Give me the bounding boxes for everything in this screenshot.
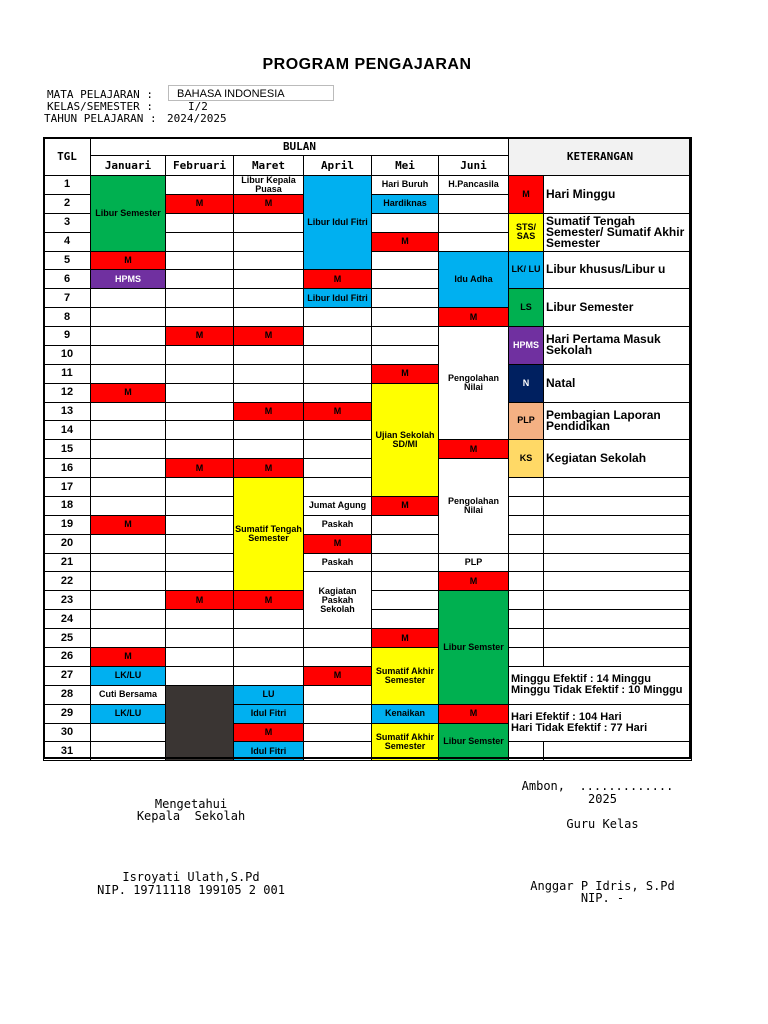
left-signature-name: Isroyati Ulath,S.Pd	[122, 870, 260, 884]
day-number: 20	[43, 534, 91, 554]
empty-cell	[508, 553, 544, 573]
empty-cell	[165, 345, 234, 365]
sunday-marker: M	[233, 402, 304, 422]
day-number: 13	[43, 402, 91, 422]
empty-cell	[233, 307, 304, 327]
empty-cell	[508, 571, 544, 591]
empty-cell	[165, 496, 234, 516]
month-header-februari: Februari	[165, 155, 234, 176]
empty-cell	[233, 666, 304, 686]
empty-cell	[165, 666, 234, 686]
empty-cell	[165, 477, 234, 497]
sunday-marker: M	[371, 628, 439, 648]
empty-cell	[165, 628, 234, 648]
legend-desc: Hari Pertama Masuk Sekolah	[543, 326, 692, 365]
day-number: 7	[43, 288, 91, 308]
empty-cell	[165, 420, 234, 440]
sunday-marker: M	[303, 666, 372, 686]
empty-cell	[371, 345, 439, 365]
empty-cell	[303, 345, 372, 365]
empty-cell	[165, 609, 234, 629]
event-cell: Libur Semster	[438, 590, 509, 704]
empty-cell	[438, 213, 509, 233]
empty-cell	[303, 439, 372, 459]
empty-cell	[543, 515, 692, 535]
empty-cell	[165, 439, 234, 459]
event-cell: Libur Semster	[438, 723, 509, 762]
legend-desc: Sumatif Tengah Semester/ Sumatif Akhir Semester	[543, 213, 692, 252]
day-number: 22	[43, 571, 91, 591]
empty-cell	[303, 685, 372, 705]
event-cell: HPMS	[90, 269, 166, 289]
month-header-maret: Maret	[233, 155, 304, 176]
sunday-marker: M	[371, 232, 439, 252]
empty-cell	[233, 647, 304, 667]
empty-cell	[438, 194, 509, 214]
empty-cell	[165, 251, 234, 271]
year-label: TAHUN PELAJARAN :	[44, 112, 157, 125]
note-hari-tidak-efektif: Hari Tidak Efektif : 77 Hari	[511, 722, 648, 734]
empty-cell	[90, 477, 166, 497]
event-cell: LK/LU	[90, 704, 166, 724]
empty-cell	[90, 553, 166, 573]
empty-cell	[165, 534, 234, 554]
empty-cell	[508, 534, 544, 554]
empty-cell	[233, 609, 304, 629]
note-minggu-efektif: Minggu Efektif : 14 Minggu	[511, 673, 651, 686]
empty-cell	[371, 288, 439, 308]
empty-cell	[90, 326, 166, 346]
empty-cell	[90, 628, 166, 648]
event-cell: Paskah	[303, 515, 372, 535]
legend-code: KS	[508, 439, 544, 478]
empty-cell	[90, 496, 166, 516]
empty-cell	[165, 288, 234, 308]
sunday-marker: M	[371, 496, 439, 516]
empty-cell	[165, 232, 234, 252]
empty-cell	[303, 628, 372, 648]
note-minggu-tidak-efektif: Minggu Tidak Efektif : 10 Minggu	[511, 684, 683, 697]
empty-cell	[90, 402, 166, 422]
event-cell: Libur Idul Fitri	[303, 175, 372, 270]
day-number: 3	[43, 213, 91, 233]
subject-label: MATA PELAJARAN :	[47, 88, 153, 101]
empty-cell	[543, 534, 692, 554]
empty-cell	[508, 628, 544, 648]
empty-cell	[233, 628, 304, 648]
empty-cell	[371, 590, 439, 610]
empty-cell	[371, 307, 439, 327]
empty-cell	[165, 269, 234, 289]
day-number: 1	[43, 175, 91, 195]
empty-cell	[303, 477, 372, 497]
empty-cell	[303, 307, 372, 327]
legend-desc: Pembagian Laporan Pendidikan	[543, 402, 692, 441]
empty-cell	[90, 307, 166, 327]
sunday-marker: M	[438, 439, 509, 459]
legend-desc: Hari Minggu	[543, 175, 692, 214]
empty-cell	[303, 383, 372, 403]
empty-cell	[233, 383, 304, 403]
day-number: 29	[43, 704, 91, 724]
event-cell: Pengolahan Nilai	[438, 326, 509, 440]
day-number: 8	[43, 307, 91, 327]
day-number: 30	[43, 723, 91, 743]
event-cell: PLP	[438, 553, 509, 573]
year-value: 2024/2025	[167, 112, 227, 125]
empty-cell	[303, 704, 372, 724]
empty-cell	[543, 628, 692, 648]
sunday-marker: M	[233, 326, 304, 346]
day-number: 28	[43, 685, 91, 705]
right-signature-nip: NIP. -	[580, 891, 625, 905]
subject-value: BAHASA INDONESIA	[168, 85, 334, 101]
empty-cell	[303, 326, 372, 346]
empty-cell	[165, 402, 234, 422]
day-number: 19	[43, 515, 91, 535]
legend-desc: Libur khusus/Libur u	[543, 251, 692, 290]
event-cell: Hari Buruh	[371, 175, 439, 195]
day-number: 2	[43, 194, 91, 214]
empty-cell	[233, 439, 304, 459]
empty-cell	[165, 647, 234, 667]
empty-cell	[90, 288, 166, 308]
sunday-marker: M	[303, 534, 372, 554]
effective-days-note	[508, 704, 692, 743]
event-cell: Kenaikan	[371, 704, 439, 724]
empty-cell	[303, 741, 372, 761]
day-number: 10	[43, 345, 91, 365]
class-label: KELAS/SEMESTER :	[47, 100, 153, 113]
left-signature-line2: Kepala Sekolah	[136, 809, 246, 823]
empty-cell	[233, 251, 304, 271]
empty-cell	[233, 345, 304, 365]
month-header-januari: Januari	[90, 155, 166, 176]
day-number: 24	[43, 609, 91, 629]
day-number: 11	[43, 364, 91, 384]
sunday-marker: M	[165, 194, 234, 214]
empty-cell	[233, 420, 304, 440]
sunday-marker: M	[233, 723, 304, 743]
event-cell: H.Pancasila	[438, 175, 509, 195]
empty-cell	[371, 553, 439, 573]
day-number: 4	[43, 232, 91, 252]
empty-cell	[543, 477, 692, 497]
sunday-marker: M	[233, 590, 304, 610]
empty-cell	[90, 439, 166, 459]
tgl-header: TGL	[43, 137, 91, 176]
empty-cell	[543, 553, 692, 573]
empty-cell	[543, 590, 692, 610]
day-number: 26	[43, 647, 91, 667]
empty-cell	[90, 364, 166, 384]
sunday-marker: M	[165, 458, 234, 478]
empty-cell	[165, 383, 234, 403]
day-number: 16	[43, 458, 91, 478]
event-cell: Kagiatan Paskah Sekolah	[303, 571, 372, 629]
event-cell: Sumatif Akhir Semester	[371, 647, 439, 705]
sunday-marker: M	[371, 364, 439, 384]
legend-code: N	[508, 364, 544, 403]
empty-cell	[90, 741, 166, 761]
day-number: 25	[43, 628, 91, 648]
empty-cell	[90, 590, 166, 610]
empty-cell	[165, 553, 234, 573]
empty-cell	[303, 364, 372, 384]
empty-cell	[303, 647, 372, 667]
right-signature-year: 2025	[588, 792, 617, 806]
legend-code: LS	[508, 288, 544, 327]
sunday-marker: M	[90, 383, 166, 403]
empty-cell	[543, 571, 692, 591]
class-value: I/2	[188, 100, 208, 113]
empty-cell	[165, 213, 234, 233]
event-cell: Idul Fitri	[233, 741, 304, 761]
empty-cell	[371, 213, 439, 233]
empty-cell	[165, 364, 234, 384]
right-signature-role: Guru Kelas	[566, 817, 639, 831]
empty-cell	[371, 251, 439, 271]
legend-code: HPMS	[508, 326, 544, 365]
empty-cell	[303, 420, 372, 440]
event-cell: LU	[233, 685, 304, 705]
empty-cell	[233, 269, 304, 289]
note-hari-efektif: Hari Efektif : 104 Hari	[511, 711, 622, 723]
empty-cell	[508, 496, 544, 516]
legend-desc: Libur Semester	[543, 288, 692, 327]
empty-cell	[371, 269, 439, 289]
sunday-marker: M	[233, 194, 304, 214]
sunday-marker: M	[303, 269, 372, 289]
event-cell: Sumatif Tengah Semester	[233, 477, 304, 591]
left-signature-nip: NIP. 19711118 199105 2 001	[97, 883, 285, 897]
legend-code: LK/ LU	[508, 251, 544, 290]
empty-cell	[371, 515, 439, 535]
day-number: 9	[43, 326, 91, 346]
day-number: 18	[43, 496, 91, 516]
event-cell: Ujian Sekolah SD/MI	[371, 383, 439, 497]
sunday-marker: M	[90, 515, 166, 535]
event-cell: Idul Fitri	[233, 704, 304, 724]
day-number: 12	[43, 383, 91, 403]
event-cell: Paskah	[303, 553, 372, 573]
day-number: 6	[43, 269, 91, 289]
day-number: 21	[43, 553, 91, 573]
empty-cell	[90, 420, 166, 440]
sunday-marker: M	[90, 251, 166, 271]
event-cell: Jumat Agung	[303, 496, 372, 516]
month-header-april: April	[303, 155, 372, 176]
empty-cell	[543, 609, 692, 629]
event-cell: LK/LU	[90, 666, 166, 686]
empty-cell	[371, 534, 439, 554]
month-header-mei: Mei	[371, 155, 439, 176]
day-number: 27	[43, 666, 91, 686]
empty-cell	[165, 175, 234, 195]
empty-cell	[543, 647, 692, 667]
sunday-marker: M	[303, 402, 372, 422]
day-number: 14	[43, 420, 91, 440]
sunday-marker: M	[438, 704, 509, 724]
sunday-marker: M	[438, 571, 509, 591]
legend-code: PLP	[508, 402, 544, 441]
legend-desc: Kegiatan Sekolah	[543, 439, 692, 478]
event-cell: Libur Kepala Puasa	[233, 175, 304, 195]
page-title: PROGRAM PENGAJARAN	[262, 56, 472, 73]
empty-cell	[438, 232, 509, 252]
empty-cell	[90, 571, 166, 591]
event-cell: Hardiknas	[371, 194, 439, 214]
day-number: 5	[43, 251, 91, 271]
day-number: 15	[43, 439, 91, 459]
empty-cell	[90, 723, 166, 743]
empty-cell	[508, 590, 544, 610]
empty-cell	[233, 288, 304, 308]
event-cell: Libur Idul Fitri	[303, 288, 372, 308]
sunday-marker: M	[90, 647, 166, 667]
empty-cell	[233, 213, 304, 233]
sunday-marker: M	[165, 590, 234, 610]
empty-cell	[165, 515, 234, 535]
month-header-juni: Juni	[438, 155, 509, 176]
empty-cell	[303, 723, 372, 743]
effective-weeks-note	[508, 666, 692, 705]
legend-code: M	[508, 175, 544, 214]
right-signature-place: Ambon, .............	[521, 779, 674, 793]
empty-cell	[508, 515, 544, 535]
legend-code: STS/ SAS	[508, 213, 544, 252]
empty-cell	[508, 609, 544, 629]
event-cell: Idu Adha	[438, 251, 509, 309]
empty-cell	[90, 458, 166, 478]
empty-cell	[233, 232, 304, 252]
empty-cell	[371, 609, 439, 629]
empty-cell	[371, 326, 439, 346]
day-number: 17	[43, 477, 91, 497]
event-cell: Sumatif Akhir Semester	[371, 723, 439, 762]
empty-cell	[165, 307, 234, 327]
left-signature-line1: Mengetahui	[154, 797, 228, 811]
empty-cell	[165, 571, 234, 591]
event-cell	[165, 685, 234, 762]
right-signature-name: Anggar P Idris, S.Pd	[530, 879, 675, 893]
empty-cell	[508, 477, 544, 497]
day-number: 23	[43, 590, 91, 610]
event-cell: Cuti Bersama	[90, 685, 166, 705]
legend-desc: Natal	[543, 364, 692, 403]
empty-cell	[543, 741, 692, 761]
event-cell: Pengolahan Nilai	[438, 458, 509, 553]
empty-cell	[90, 609, 166, 629]
sunday-marker: M	[165, 326, 234, 346]
empty-cell	[90, 345, 166, 365]
empty-cell	[90, 534, 166, 554]
event-cell: Libur Semester	[90, 175, 166, 252]
empty-cell	[303, 458, 372, 478]
empty-cell	[371, 571, 439, 591]
sunday-marker: M	[438, 307, 509, 327]
empty-cell	[508, 741, 544, 761]
day-number: 31	[43, 741, 91, 761]
empty-cell	[543, 496, 692, 516]
bulan-header: BULAN	[90, 137, 509, 156]
sunday-marker: M	[233, 458, 304, 478]
empty-cell	[233, 364, 304, 384]
empty-cell	[508, 647, 544, 667]
keterangan-header: KETERANGAN	[508, 137, 692, 176]
